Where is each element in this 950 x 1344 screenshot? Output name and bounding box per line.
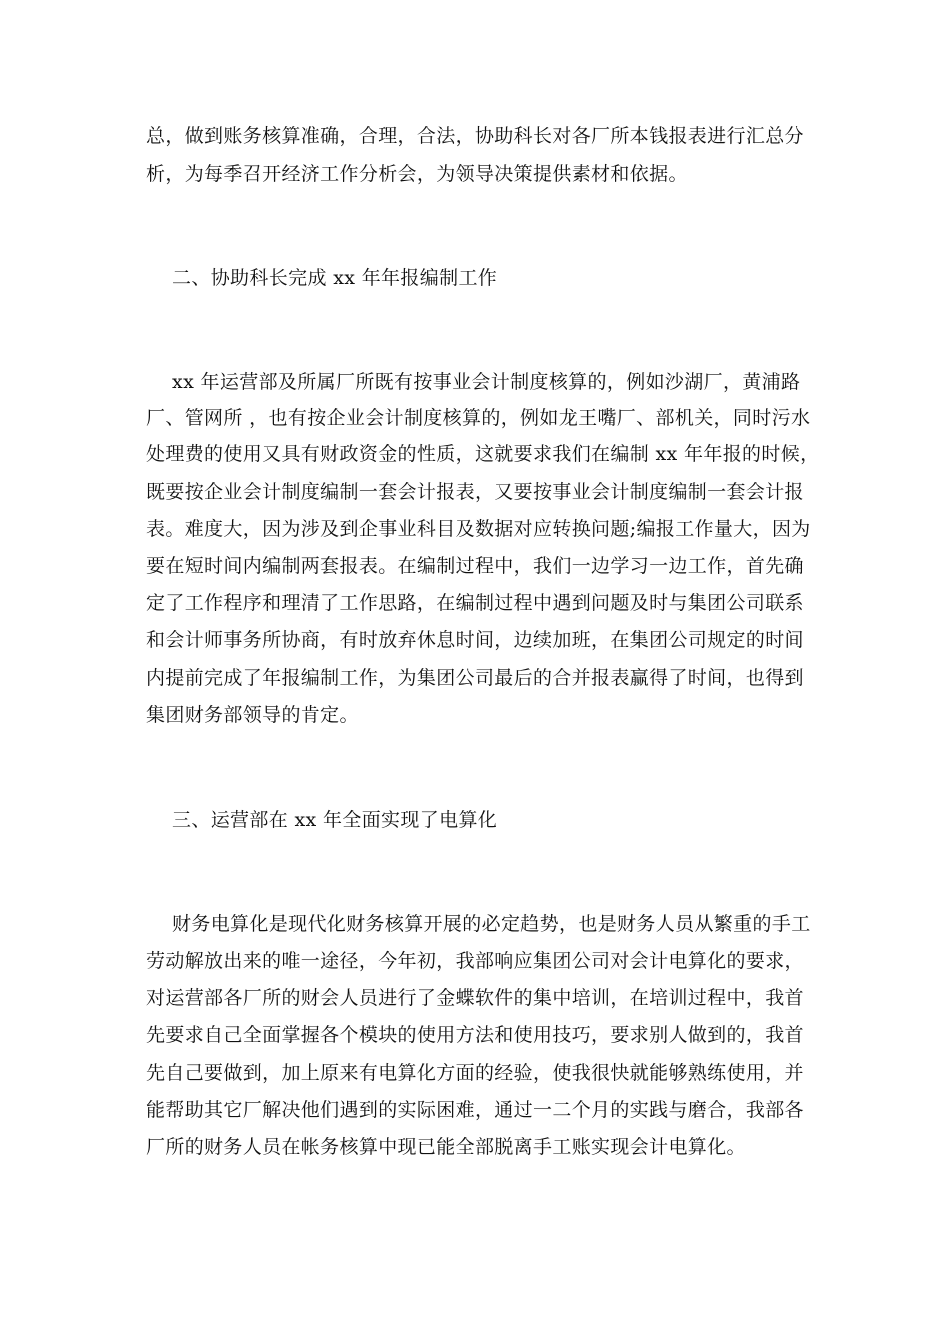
paragraph-line: 表。难度大，因为涉及到企事业科目及数据对应转换问题;编报工作量大，因为 (146, 518, 811, 540)
paragraph-line: 要在短时间内编制两套报表。在编制过程中，我们一边学习一边工作，首先确 (146, 555, 804, 577)
paragraph-line: 先自己要做到，加上原来有电算化方面的经验，使我很快就能够熟练使用，并 (146, 1062, 804, 1084)
paragraph-line: 定了工作程序和理清了工作思路，在编制过程中遇到问题及时与集团公司联系 (146, 592, 804, 614)
paragraph-line: 和会计师事务所协商，有时放弃休息时间，边续加班，在集团公司规定的时间 (146, 629, 804, 651)
paragraph-line: 对运营部各厂所的财会人员进行了金蝶软件的集中培训，在培训过程中，我首 (146, 987, 804, 1009)
paragraph-line: 析，为每季召开经济工作分析会，为领导决策提供素材和依据。 (146, 163, 688, 185)
paragraph-line: 处理费的使用又具有财政资金的性质，这就要求我们在编制 xx 年年报的时候， (146, 443, 820, 465)
paragraph-line: 厂所的财务人员在帐务核算中现已能全部脱离手工账实现会计电算化。 (146, 1136, 746, 1158)
paragraph-line: 内提前完成了年报编制工作，为集团公司最后的合并报表赢得了时间，也得到 (146, 667, 804, 689)
section-heading-3: 三、运营部在 xx 年全面实现了电算化 (172, 809, 498, 831)
section-heading-2: 二、协助科长完成 xx 年年报编制工作 (172, 267, 498, 289)
paragraph-line: 总，做到账务核算准确，合理，合法，协助科长对各厂所本钱报表进行汇总分 (146, 125, 804, 147)
paragraph-line: 集团财务部领导的肯定。 (146, 704, 359, 726)
paragraph-line: 先要求自己全面掌握各个模块的使用方法和使用技巧，要求别人做到的，我首 (146, 1024, 804, 1046)
paragraph-line: 劳动解放出来的唯一途径，今年初，我部响应集团公司对会计电算化的要求， (146, 950, 804, 972)
paragraph-line: 厂、管网所 ，也有按企业会计制度核算的，例如龙王嘴厂、部机关，同时污水 (146, 407, 811, 429)
paragraph-line: 既要按企业会计制度编制一套会计报表，又要按事业会计制度编制一套会计报 (146, 481, 804, 503)
paragraph-line: 能帮助其它厂解决他们遇到的实际困难，通过一二个月的实践与磨合，我部各 (146, 1099, 804, 1121)
paragraph-line: xx 年运营部及所属厂所既有按事业会计制度核算的，例如沙湖厂，黄浦路 (172, 371, 801, 393)
paragraph-line: 财务电算化是现代化财务核算开展的必定趋势，也是财务人员从繁重的手工 (172, 913, 811, 935)
